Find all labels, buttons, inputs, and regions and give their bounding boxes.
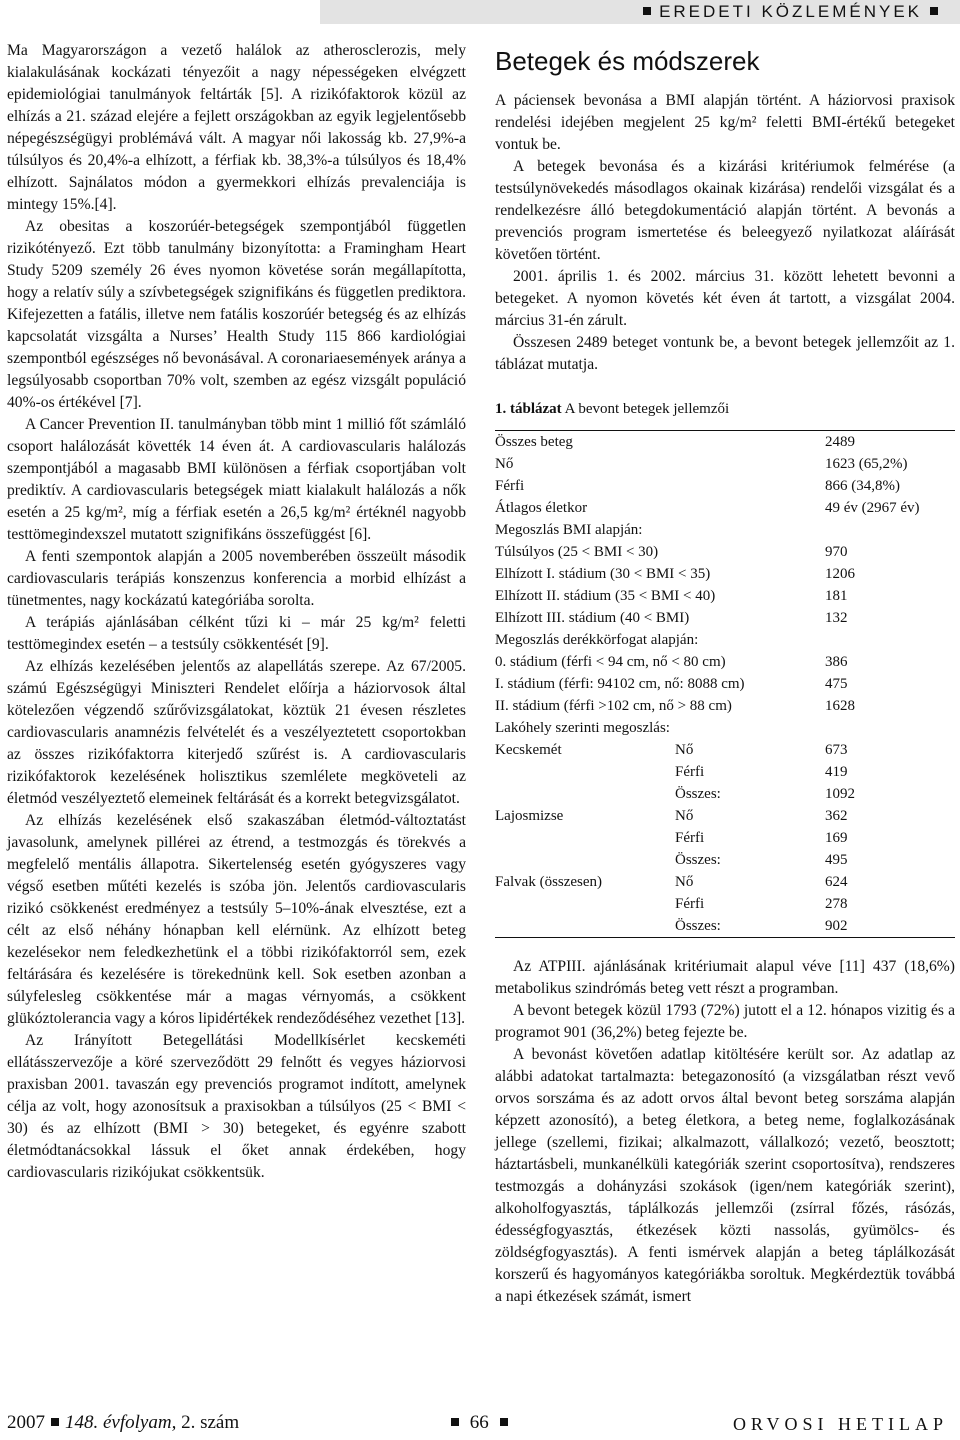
table-cell-label xyxy=(495,761,675,783)
square-bullet-icon xyxy=(51,1418,59,1426)
table-cell-value: 419 xyxy=(825,764,848,780)
table-cell-sublabel: Férfi xyxy=(675,896,705,912)
table-row xyxy=(495,717,955,739)
table-cell-label xyxy=(495,849,675,871)
table-cell-value: 624 xyxy=(825,874,848,890)
table-cell-heading: Megoszlás BMI alapján: xyxy=(495,522,643,538)
patient-characteristics-table xyxy=(495,430,955,938)
table-cell-value: 49 év (2967 év) xyxy=(825,500,920,516)
table-row xyxy=(495,475,955,497)
table-row xyxy=(495,915,955,938)
table-cell-value: 866 (34,8%) xyxy=(825,478,900,494)
table-row xyxy=(495,761,955,783)
table-cell-label xyxy=(495,915,675,938)
table-cell-label xyxy=(495,783,675,805)
body-paragraph: A bevonást követően adatlap kitöltésére került sor. Az adatlap az alábbi adatokat tartalmazta: betegazonosító (a vizsgálatban részt vevő orvos sorszáma és az adott orvos által bevont beteg sorszáma alapján képzett azonosító), a beteg életkora, a beteg neme, foglalkozásának jellege (szellemi, fizikai; alkalmazott, vállalkozó; vezető, beosztott; háztartásbeli, munkanélküli kategóriák szerint csoportosítva), rendszeres testmozgás a dohányzási szokások (igen/nem kategóriák szerint), alkoholfogyasztás, táplálkozás jellemzői (zsírral főzés, rásózás, édességfogyasztás, étkezések közti nassolás, gyümölcs- és zöldségfogyasztás). A fenti ismérvek alapján a beteg táplálkozását korszerű és hagyományos kategóriákba soroltuk. Megkérdeztük továbbá a napi étkezések számát, ismert xyxy=(495,1046,955,1305)
table-cell-label: 0. stádium (férfi < 94 cm, nő < 80 cm) xyxy=(495,654,726,670)
table-cell-value: 495 xyxy=(825,852,848,868)
table-cell-value: 1623 (65,2%) xyxy=(825,456,908,472)
footer-page xyxy=(445,1412,514,1434)
table-row xyxy=(495,695,955,717)
section-title: EREDETI KÖZLEMÉNYEK xyxy=(659,2,922,21)
table-cell-sublabel: Férfi xyxy=(675,830,705,846)
table-cell-label: Túlsúlyos (25 < BMI < 30) xyxy=(495,544,659,560)
table-cell-value: 278 xyxy=(825,896,848,912)
table-cell-sublabel: Nő xyxy=(675,874,694,890)
table-row xyxy=(495,783,955,805)
table-cell-label: Elhízott II. stádium (35 < BMI < 40) xyxy=(495,588,716,604)
body-paragraph: A bevont betegek közül 1793 (72%) jutott el a 12. hónapos vizitig és a programot 901 (36,2%) beteg fejezte be. xyxy=(495,1002,955,1041)
table-cell-label: Kecskemét xyxy=(495,742,562,758)
table-cell-label: Átlagos életkor xyxy=(495,500,588,516)
body-paragraph: Az obesitas a koszorúér-betegségek szempontjából független rizikótényező. Ezt több tanulmány bizonyította: a Framingham Heart Study 5209 személy 26 éves nyomon követése során megállapította, hogy a relatív súly a szívbetegségek szignifikáns és független prediktora. Kifejezetten a fatális, illetve nem fatális koszorúér betegség és az elhízás kapcsolatát vizsgálta a Nurses’ Health Study 115 866 kardiológiai szempontból egészséges nő bevonásával. A coronariaesemények aránya a legsúlyosabb csoportban 70% volt, szemben az egész vizsgált populáció 40%-os értékével [7]. xyxy=(7,218,466,411)
journal-name: ORVOSI HETILAP xyxy=(732,1414,948,1434)
table-cell-label: Férfi xyxy=(495,478,525,494)
table-cell-value: 362 xyxy=(825,808,848,824)
table-row xyxy=(495,673,955,695)
body-paragraph: A betegek bevonása és a kizárási kritériumok felmérése (a testsúlynövekedés másodlagos okainak kizárása) rendelői vizsgálat és a rendelkezésre álló betegdokumentáció alapján történt. A bevonás a prevenciós program ismertetése és beleegyező nyilatkozat aláírását követően történt. xyxy=(495,158,955,263)
table-cell-label: Elhízott III. stádium (40 < BMI) xyxy=(495,610,690,626)
body-paragraph: Az Irányított Betegellátási Modellkísérlet kecskeméti ellátásszervezője a köré szerveződött 29 felnőtt és vegyes háziorvosi praxisban 2001. tavaszán egy prevenciós programot indított, amelynek célja az volt, hogy azonosítsuk a praxisokban a túlsúlyos (25 < BMI < 30) és az elhízott (BMI > 30) betegeket, és egyénre szabott életmódtanácsokkal lássuk el őket annak érdekében, hogy cardiovascularis rizikójukat csökkentsük. xyxy=(7,1032,466,1181)
table-row xyxy=(495,893,955,915)
table-cell-value: 386 xyxy=(825,654,848,670)
footer-volume: 148. évfolyam, xyxy=(65,1412,177,1433)
table-cell-heading: Lakóhely szerinti megoszlás: xyxy=(495,720,670,736)
square-bullet-icon xyxy=(500,1418,508,1426)
table-row xyxy=(495,871,955,893)
table-row xyxy=(495,497,955,519)
table-row xyxy=(495,519,955,541)
running-header xyxy=(320,0,960,24)
table-cell-sublabel: Összes: xyxy=(675,786,721,802)
table-cell-label xyxy=(495,827,675,849)
body-paragraph: 2001. április 1. és 2002. március 31. között lehetett bevonni a betegeket. A nyomon követés két éven át tartott, a vizsgálat 2004. március 31-én zárult. xyxy=(495,268,955,329)
right-column xyxy=(495,40,955,1308)
table-cell-label: Nő xyxy=(495,456,514,472)
page-number: 66 xyxy=(469,1412,489,1433)
table-cell-sublabel: Összes: xyxy=(675,918,721,934)
table-row xyxy=(495,453,955,475)
table-cell-value: 132 xyxy=(825,610,848,626)
table-row xyxy=(495,629,955,651)
body-paragraph: A terápiás ajánlásában célként tűzi ki – már 25 kg/m² feletti testtömegindex esetén – a testsúly csökkentését [9]. xyxy=(7,614,466,653)
left-column xyxy=(7,40,466,1184)
square-bullet-icon xyxy=(930,7,938,15)
table-cell-value: 169 xyxy=(825,830,848,846)
body-paragraph: A páciensek bevonása a BMI alapján történt. A háziorvosi praxisok rendelési idejében megjelent 25 kg/m² feletti BMI-értékű betegeket vontuk be. xyxy=(495,92,955,153)
table-cell-value: 1206 xyxy=(825,566,855,582)
table-cell-label: Elhízott I. stádium (30 < BMI < 35) xyxy=(495,566,711,582)
table-cell-label: I. stádium (férfi: 94102 cm, nő: 8088 cm) xyxy=(495,676,745,692)
table-cell-value: 673 xyxy=(825,742,848,758)
body-paragraph: Ma Magyarországon a vezető halálok az atherosclerozis, mely kialakulásának kockázati tényezőit a nagy népességeken elvégzett epidemiológiai tanulmányok feltárták [5]. A rizikófaktorok közül az elhízás a 21. század elejére a fejlett országokban az egyik legjelentősebb népegészségügyi problémává vált. A magyar női lakosság kb. 27,9%-a túlsúlyos és 20,4%-a elhízott, a férfiak kb. 38,3%-a túlsúlyos és 18,4% elhízott. Sajnálatos módon a gyermekkori elhízás prevalenciája is mintegy 15%.[4]. xyxy=(7,42,466,213)
table-row xyxy=(495,585,955,607)
table-cell-sublabel: Összes: xyxy=(675,852,721,868)
footer-issue: 2. szám xyxy=(181,1412,240,1433)
body-paragraph: A Cancer Prevention II. tanulmányban több mint 1 millió főt számláló csoport halálozását követték 14 éven át. A cardiovascularis halálozás szempontjából a magasabb BMI különösen a férfiak csoportjában volt prediktív. A cardiovascularis betegségek miatt kialakult halálozás a nők esetén a 25 kg/m², míg a férfiak esetén a 26,5 kg/m² értéknél nagyobb testtömegindexszel mutatott szignifikáns összefüggést [6]. xyxy=(7,416,466,543)
table-row xyxy=(495,607,955,629)
table-cell-value: 475 xyxy=(825,676,848,692)
table-cell-sublabel: Nő xyxy=(675,742,694,758)
table-cell-label: Lajosmizse xyxy=(495,808,564,824)
table-row xyxy=(495,827,955,849)
table-cell-label: II. stádium (férfi >102 cm, nő > 88 cm) xyxy=(495,698,732,714)
table-cell-value: 181 xyxy=(825,588,848,604)
square-bullet-icon xyxy=(451,1418,459,1426)
table-row xyxy=(495,431,955,454)
table-row xyxy=(495,651,955,673)
body-paragraph: Az ATPIII. ajánlásának kritériumait alapul véve [11] 437 (18,6%) metabolikus szindrómás beteg vett részt a programban. xyxy=(495,958,955,997)
table-caption-text: A bevont betegek jellemzői xyxy=(564,401,730,417)
table-cell-label: Összes beteg xyxy=(495,434,573,450)
table-row xyxy=(495,541,955,563)
body-paragraph: Az elhízás kezelésének első szakaszában életmód-változtatást javasolunk, amelynek pillérei az étrend, a testmozgás és törekvés a megfelelő mentális állapotra. Sikertelenség esetén gyógyszeres vagy végső esetben műtéti kezelés is szóba jön. Jelentős cardiovascularis rizikó csökkenést eredményez a testsúly 5–10%-ának elvesztése, ezt a célt az első néhány hónapban kell elérnünk. Az elhízott beteg kezelésekor nem feledkezhetünk el a többi rizikófaktorról sem, ezek feltárására és kezelésére is törekednünk kell. Sok esetben azonban a súlyfelesleg csökkentése már a magas vérnyomás, a csökkent glükóztolerancia vagy a kóros lipidértékek rendeződéséhez vezethet [13]. xyxy=(7,812,466,1027)
footer-citation xyxy=(7,1412,239,1434)
body-paragraph: Az elhízás kezelésében jelentős az alapellátás szerepe. Az 67/2005. számú Egészségügyi Miniszteri Rendelet előírja a háziorvosok által kötelezően végzendő szűrővizsgálatokat, köztük 21 évesen részletes cardiovascularis anamnézis felvételét és a veszélyeztetett csoportokban az összes rizikófaktorra kiterjedő szűrést is. A cardiovascularis rizikófaktorok kezelésének holisztikus szemlélete megköveteli az életmód veszélyeztető elemeinek feltárását és a korrekt betegvizsgálatot. xyxy=(7,658,466,807)
table-cell-sublabel: Nő xyxy=(675,808,694,824)
table-cell-value: 2489 xyxy=(825,434,855,450)
page-footer xyxy=(0,1408,960,1440)
table-cell-heading: Megoszlás derékkörfogat alapján: xyxy=(495,632,699,648)
table-cell-value: 1628 xyxy=(825,698,855,714)
table-caption xyxy=(495,398,955,420)
table-caption-label: 1. táblázat xyxy=(495,401,562,417)
table-row xyxy=(495,849,955,871)
section-heading: Betegek és módszerek xyxy=(495,46,760,76)
table-cell-label xyxy=(495,893,675,915)
square-bullet-icon xyxy=(643,7,651,15)
table-row xyxy=(495,563,955,585)
table-cell-value: 902 xyxy=(825,918,848,934)
body-paragraph: Összesen 2489 beteget vontunk be, a bevont betegek jellemzőit az 1. táblázat mutatja. xyxy=(495,334,955,373)
table-row xyxy=(495,805,955,827)
after-table-text xyxy=(495,956,955,1308)
table-cell-value: 1092 xyxy=(825,786,855,802)
body-paragraph: A fenti szempontok alapján a 2005 novemberében összeült második cardiovascularis terápiás konszenzus konferencia a morbid elhízást a tünetmentes, nagy kockázatú kategóriába sorolta. xyxy=(7,548,466,609)
table-body xyxy=(495,431,955,938)
table-cell-value: 970 xyxy=(825,544,848,560)
table-cell-sublabel: Férfi xyxy=(675,764,705,780)
table-cell-label: Falvak (összesen) xyxy=(495,874,603,890)
section-label xyxy=(635,0,946,24)
footer-year: 2007 xyxy=(7,1412,45,1433)
table-row xyxy=(495,739,955,761)
